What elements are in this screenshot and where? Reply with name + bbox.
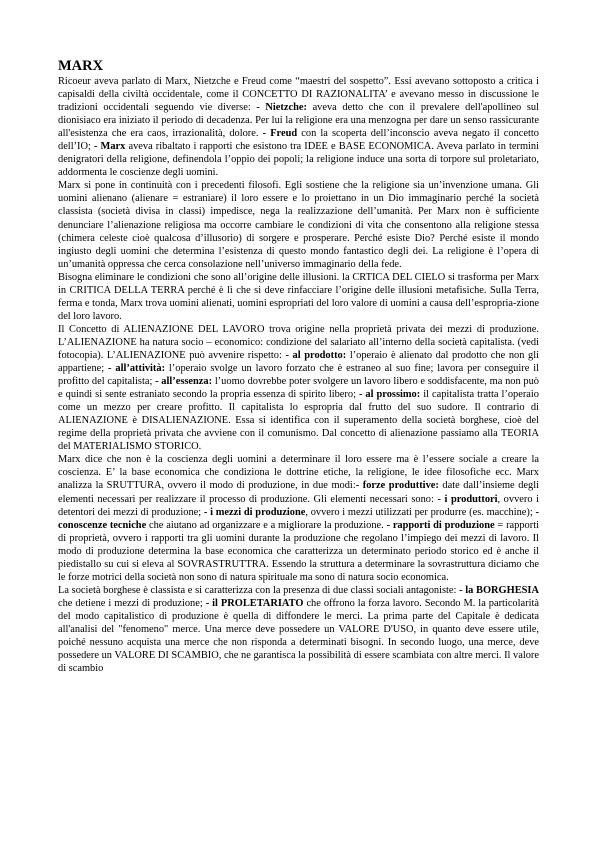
text-run: con la scoperta dell’inconscio aveva negato il concetto dell’IO; [58,128,540,153]
bold-term: - rapporti di produzione [386,519,495,531]
text-run: aveva detto che con il prevalere dell'apollineo sul dionisiaco era iniziato il periodo di decadenza. Per lui la religione era una menzogna per dare un senso rassicurante all'esistenza che era caos, irrazionalità, dolore. [58,102,539,140]
bold-term: - al prodotto: [285,349,347,361]
text-run: Ricoeur aveva parlato di Marx, Nietzche e Freud come “maestri del sospetto”. Essi avevano sottoposto a critica i capisaldi della civiltà occidentale, come il CONCETTO DI RAZIONALITA’ e avevano messo in discussione le tradizioni occidentali seguendo vie diverse: [58,76,539,114]
text-run: l’operaio svolge un lavoro forzato che è estraneo al suo fine; lavora per conseguire il profitto del capitalista; [58,363,539,388]
bold-term: - all’attività: [108,363,166,375]
bold-term: - i mezzi di produzione [203,506,306,518]
bold-term: - Nietzche: [256,102,307,114]
paragraph [58,75,539,179]
paragraph [58,584,539,675]
text-run: l’uomo dovrebbe poter svolgere un lavoro libero e soddisfacente, ma non può e quindi si sente estraniato secondo la propria essenza di spirito libero; [58,376,539,401]
text-run: , ovvero i mezzi utilizzati per produrre (es. macchine); [305,506,536,518]
paragraph [58,453,539,583]
bold-term: - forze produttive: [355,480,439,492]
bold-term: - il PROLETARIATO [205,597,304,609]
bold-term: - conoscenze tecniche [58,506,539,531]
text-run: date dall’insieme degli elementi necessari per realizzare il processo di produzione. Gli elementi necessari sono: [58,480,539,505]
paragraph [58,179,539,270]
text-run: aveva ribaltato i rapporti che esistono tra IDEE e BASE ECONOMICA. Aveva parlato in termini denigratori della religione, definendola l’oppio dei popoli; la religione induce una sorta di torpore sul proletariato, addormenta le coscienze degli uomini. [58,141,539,179]
bold-term: - la BORGHESIA [459,584,539,596]
text-run: che detiene i mezzi di produzione; [58,597,206,609]
text-run: Il Concetto di ALIENAZIONE DEL LAVORO trova origine nella proprietà privata dei mezzi di produzione. L’ALIENAZIONE ha natura socio – economico: condizione del salariato all’interno della società capitalista. (vedi fotocopia). L’ALIENAZIONE può avvenire rispetto: [58,323,539,361]
bold-term: - i produttori [437,493,498,505]
text-run: che aiutano ad organizzare e a migliorare la produzione. [146,519,387,531]
text-run: l’operaio è alienato dal prodotto che non gli appartiene; [58,349,540,375]
paragraph [58,271,539,323]
text-run: Bisogna eliminare le condizioni che sono all’origine delle illusioni. la CRTICA DEL CIELO si trasforma per Marx in CRITICA DELLA TERRA perché è lì che si deve rinfacciare l’origine delle illusioni metafisiche. Sulla Terra, ferma e tonda, Marx trova uomini alienati, uomini espropriati del loro valore di uomini a causa dell’espropria-zione del loro lavoro. [58,271,539,322]
paragraph [58,323,539,453]
document-body [58,75,539,675]
bold-term: - all’essenza: [155,376,213,388]
bold-term: - al prossimo: [358,389,421,401]
document-title: MARX [58,58,104,74]
bold-term: - Freud [262,128,298,140]
text-run: = rapporti di proprietà, ovvero i rapporti tra gli uomini durante la produzione che regolano l’impiego dei mezzi di lavoro. Il modo di produzione determina la base economica che caratterizza un determinato periodo storico ed è anche il piedistallo su cui si eleva al SOVRASTRUTTRA. Essendo la struttura a determinare la sovrastruttura diciamo che le forze motrici della società non sono di natura spirituale ma sono di natura socio economica. [58,519,539,583]
bold-term: - Marx [94,141,126,153]
text-run: che offrono la forza lavoro. Secondo M. la particolarità del modo capitalistico di produzione è quella di diffondere le merci. La prima parte del Capitale è dedicata all'analisi del "fenomeno" merce. Una merce deve possedere un VALORE D'USO, in quanto deve essere utile, poiché nessuno acquista una merce che non risponda a determinati bisogni. In secondo luogo, una merce, deve possedere un VALORE DI SCAMBIO, che ne garantisca la possibilità di essere scambiata con altre merci. Il valore di scambio [58,597,539,675]
text-run: Marx si pone in continuità con i precedenti filosofi. Egli sostiene che la religione sia un’invenzione umana. Gli uomini alienano (alienare = estraniare) il loro essere e lo proiettano in un Dio immaginario perché la società classista (società divisa in classi) impedisce, nega la realizzazione dell’umanità. Per Marx non è sufficiente denunciare l’alienazione religiosa ma occorre cambiare le condizioni di vita che consentono alla religione stessa (chimera celeste cioè qualcosa d’illusorio) di sorgere e prosperare. Perché esiste Dio? Perché esiste il mondo ingiusto degli uomini che determina l’esistenza di questo mondo fantastico degli dei. La religione è l’opera di un’umanità oppressa che cerca consolazione nell’universo immaginario della fede. [58,180,539,270]
text-run: , ovvero i detentori dei mezzi di produzione; [58,493,539,518]
text-run: Marx dice che non è la coscienza degli uomini a determinare il loro essere ma è l’essere sociale a creare la coscienza. E’ la base economica che condiziona le dottrine etiche, la religione, le idee filosofiche ecc. Marx analizza la SRUTTURA, ovvero il modo di produzione, in due modi: [58,454,539,492]
text-run: il capitalista tratta l’operaio come un mezzo per creare profitto. Il capitalista lo espropria dal frutto del suo sudore. Il contrario di ALIENAZIONE è DISALIENAZIONE. Essa si identifica con il superamento della società borghese, cioè del regime della proprietà privata che avviene con il comunismo. Dal concetto di alienazione passiamo alla TEORIA del MATERIALISMO STORICO. [58,389,539,453]
text-run: La società borghese è classista e si caratterizza con la presenza di due classi sociali antagoniste: [58,584,460,596]
